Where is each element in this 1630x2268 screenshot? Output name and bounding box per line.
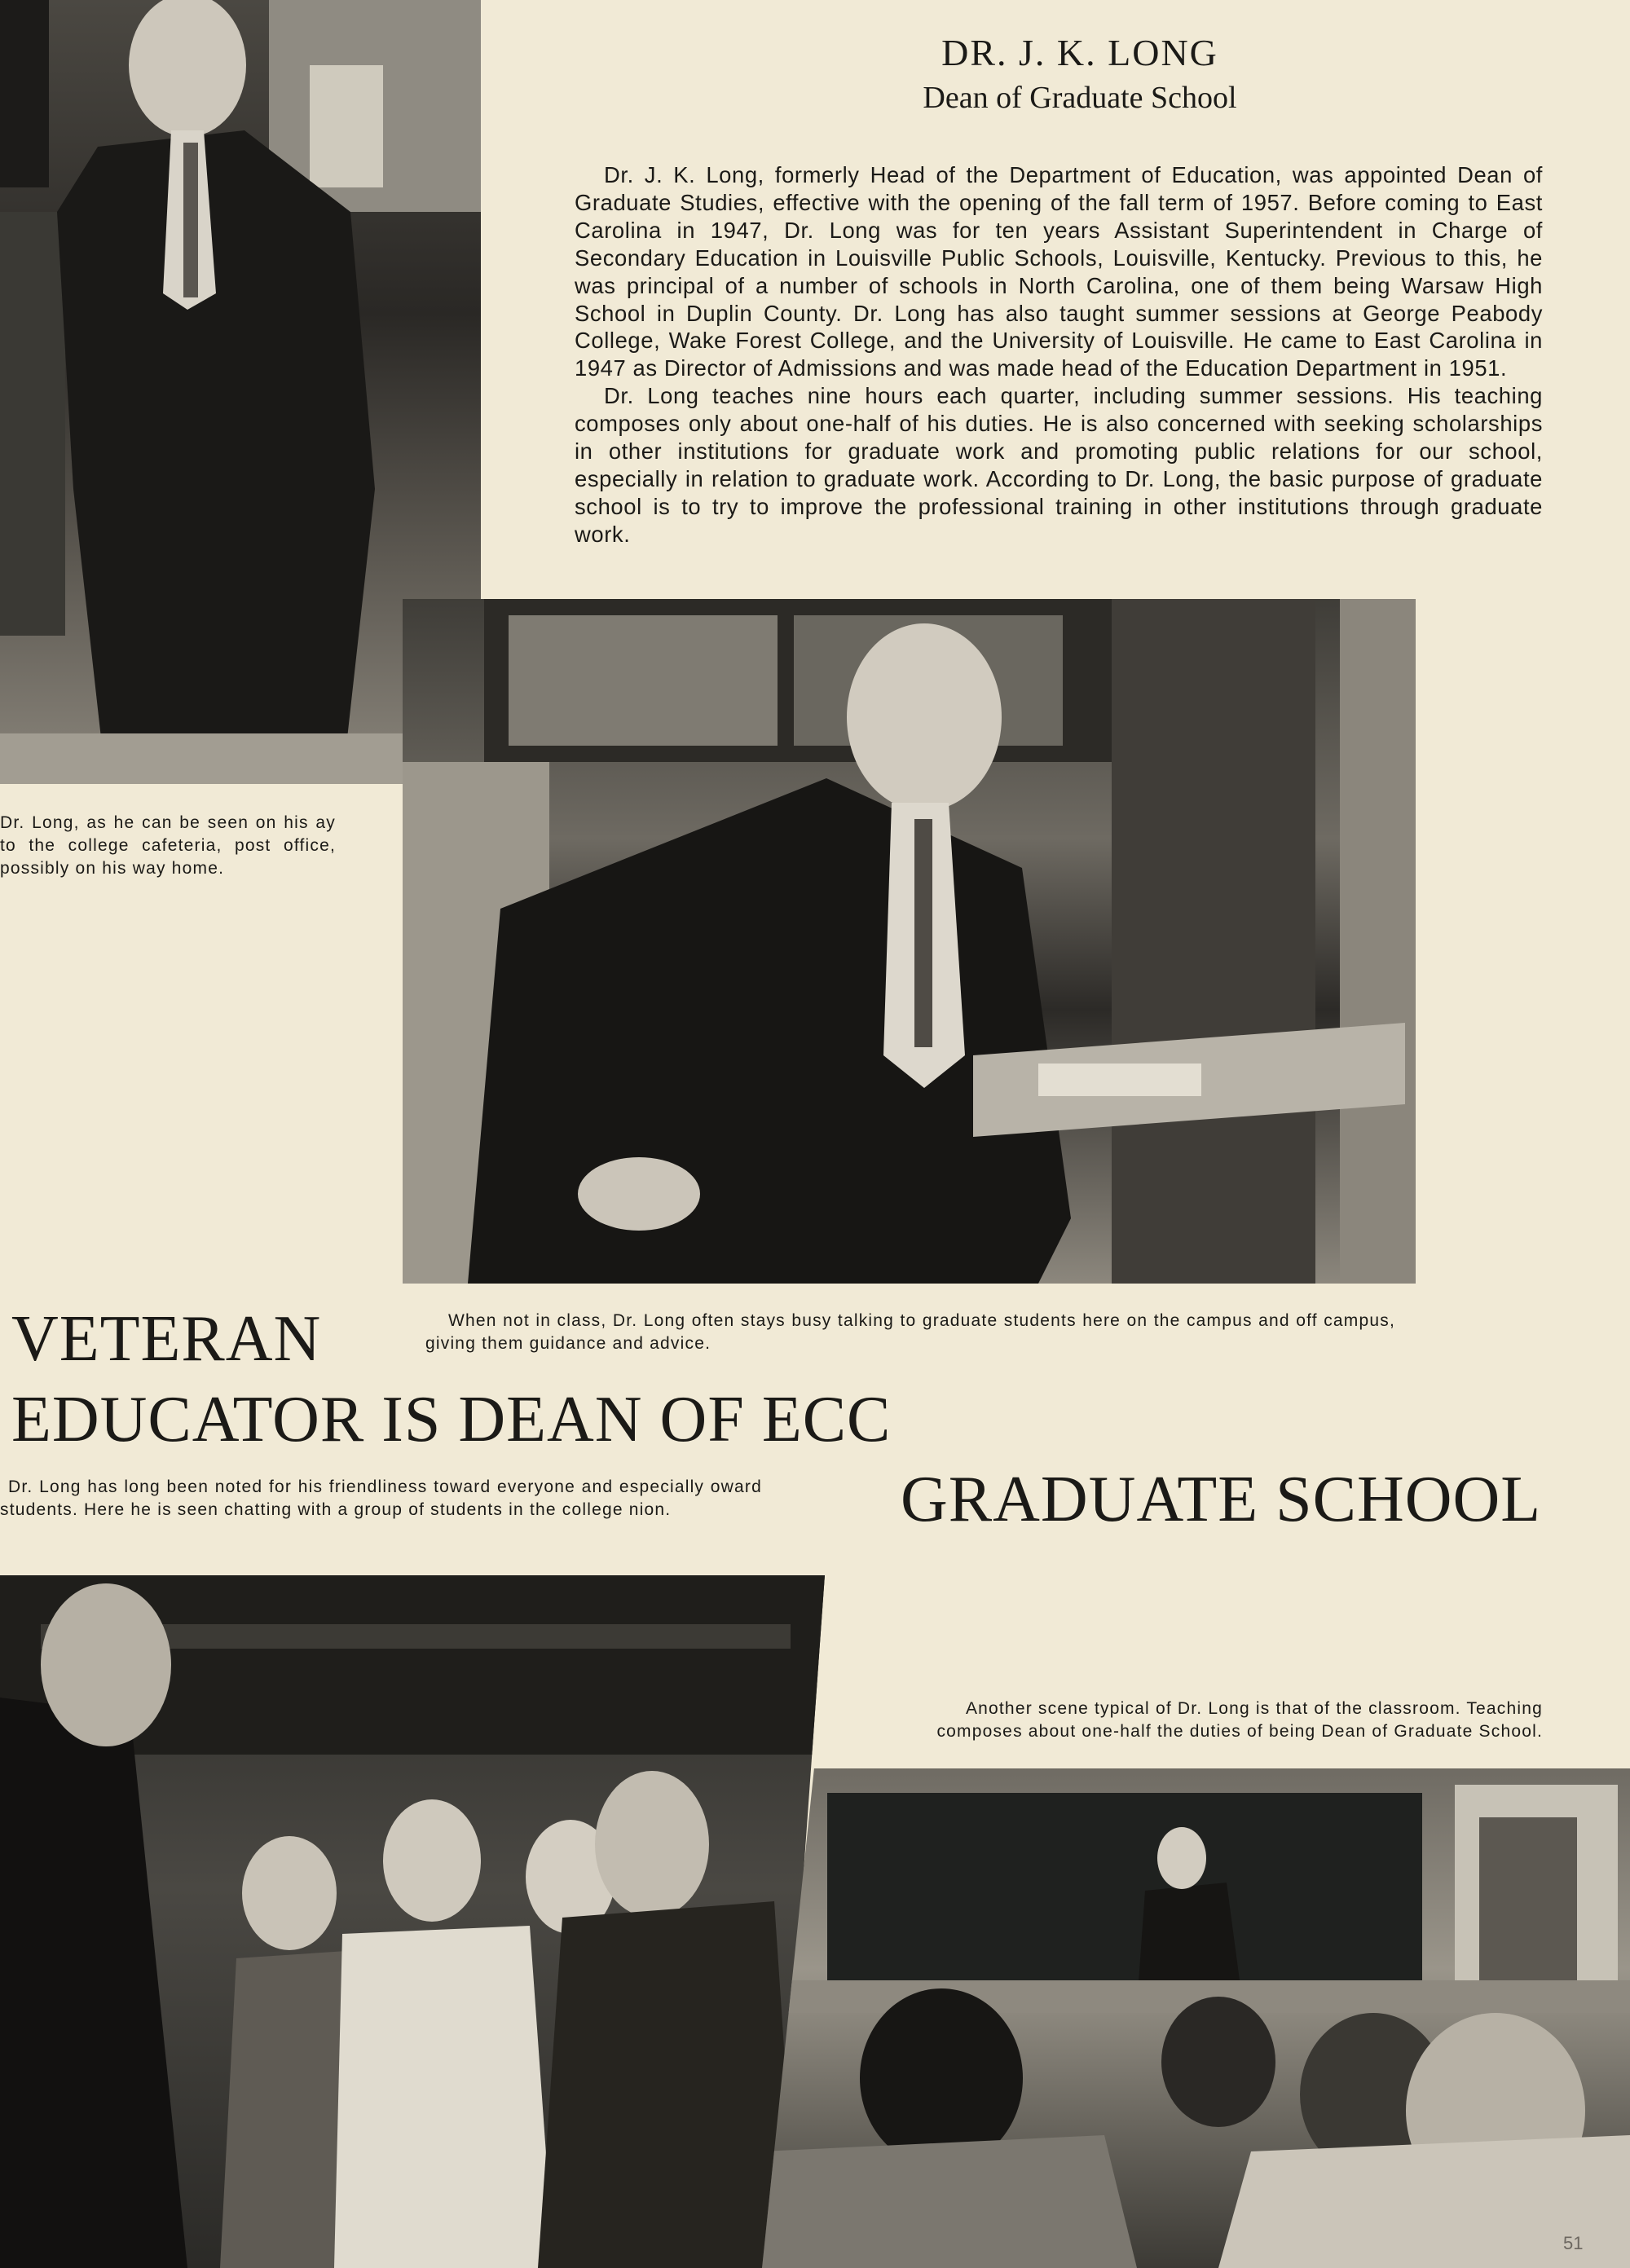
headline-line-3: GRADUATE SCHOOL [901, 1464, 1542, 1535]
headline-line-2: EDUCATOR IS DEAN OF ECC [11, 1384, 892, 1455]
article-title: DR. J. K. LONG [941, 32, 1218, 73]
page-number: 51 [1563, 2233, 1584, 2253]
caption-phone: When not in class, Dr. Long often stays busy talking to graduate students here on the campus and off campus, giving them guidance and advice. [425, 1311, 1395, 1353]
photo-dr-long-on-phone [403, 599, 1416, 1284]
caption-classroom: Another scene typical of Dr. Long is that of the classroom. Teaching composes about one-half the duties of being Dean of Graduate School. [936, 1699, 1543, 1741]
body-paragraph: Dr. J. K. Long, formerly Head of the Department of Education, was appointed Dean of Graduate Studies, effective with the opening of the fall term of 1957. Before coming to East Carolina in 1947, Dr. Long was for ten years Assistant Superintendent in Charge of Secondary Education in Louisville Public Schools, Louisville, Kentucky. Previous to this, he was principal of a number of schools in North Carolina, one of them being Warsaw High School in Duplin County. Dr. Long has also taught summer sessions at George Peabody College, Wake Forest College, and the University of Louisville. He came to East Carolina in 1947 as Director of Admissions and was made head of the Education Department in 1951. [575, 162, 1543, 381]
headline-line-1: VETERAN [11, 1303, 322, 1375]
article-subtitle: Dean of Graduate School [923, 81, 1237, 115]
caption-students: Dr. Long has long been noted for his friendliness toward everyone and especially oward students. Here he is seen chatting with a group of students in the college nion. [0, 1478, 762, 1519]
body-paragraph: Dr. Long teaches nine hours each quarter, including summer sessions. His teaching composes only about one-half of his duties. He is also concerned with seeking scholarships in other institutions for graduate work and promoting public relations for our school, especially in relation to graduate work. According to Dr. Long, the basic purpose of graduate school is to try to improve the professional training in other institutions through graduate work. [575, 383, 1543, 547]
photo-students-in-union [0, 1575, 825, 2268]
caption-walking: Dr. Long, as he can be seen on his ay to the college cafeteria, post office, possibly on his way home. [0, 813, 336, 878]
photo-classroom [762, 1768, 1630, 2268]
article-body [575, 161, 1543, 548]
